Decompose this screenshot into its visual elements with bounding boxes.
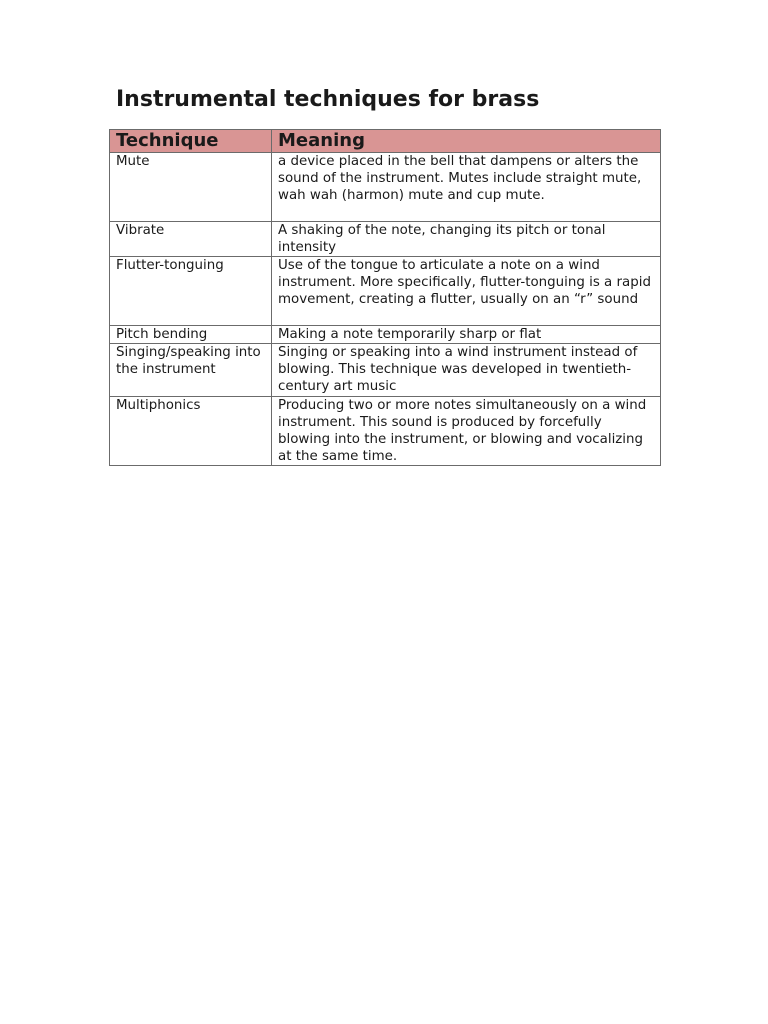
table-row xyxy=(110,396,661,465)
technique-cell: Multiphonics xyxy=(110,396,272,465)
header-meaning: Meaning xyxy=(272,130,661,153)
meaning-cell: Singing or speaking into a wind instrument instead of blowing. This technique was developed in twentieth-century art music xyxy=(272,344,661,396)
table-row xyxy=(110,326,661,344)
table-row xyxy=(110,257,661,326)
table-row xyxy=(110,344,661,396)
meaning-cell: A shaking of the note, changing its pitch or tonal intensity xyxy=(272,222,661,257)
technique-cell: Pitch bending xyxy=(110,326,272,344)
technique-cell: Mute xyxy=(110,153,272,222)
page-title: Instrumental techniques for brass xyxy=(116,87,540,112)
header-technique: Technique xyxy=(110,130,272,153)
techniques-table xyxy=(109,129,661,466)
technique-cell: Flutter-tonguing xyxy=(110,257,272,326)
meaning-cell: Producing two or more notes simultaneously on a wind instrument. This sound is produced by forcefully blowing into the instrument, or blowing and vocalizing at the same time. xyxy=(272,396,661,465)
meaning-cell: Making a note temporarily sharp or flat xyxy=(272,326,661,344)
table-row xyxy=(110,222,661,257)
technique-cell: Vibrate xyxy=(110,222,272,257)
technique-cell: Singing/speaking into the instrument xyxy=(110,344,272,396)
table-header-row xyxy=(110,130,661,153)
meaning-cell: a device placed in the bell that dampens or alters the sound of the instrument. Mutes include straight mute, wah wah (harmon) mute and cup mute. xyxy=(272,153,661,222)
table-row xyxy=(110,153,661,222)
meaning-cell: Use of the tongue to articulate a note on a wind instrument. More specifically, flutter-tonguing is a rapid movement, creating a flutter, usually on an “r” sound xyxy=(272,257,661,326)
